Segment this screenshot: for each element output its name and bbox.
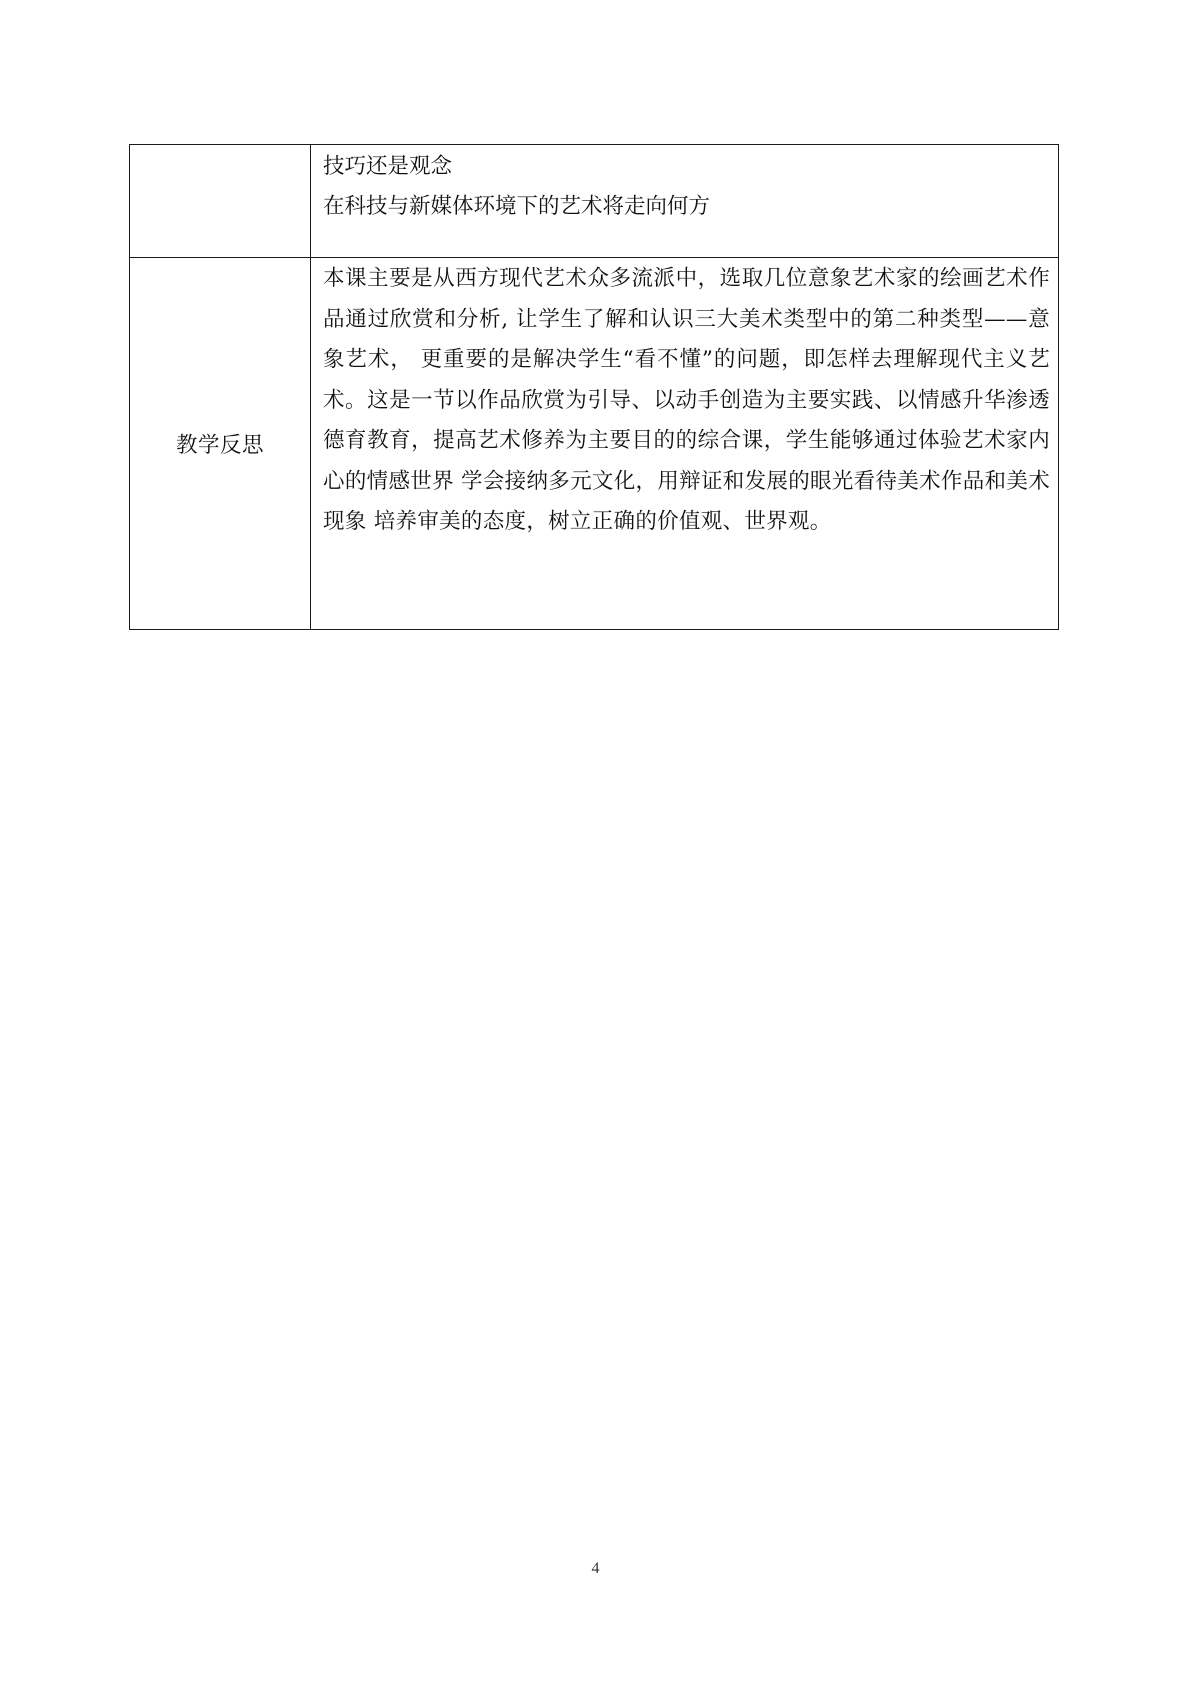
page-number: 4 xyxy=(591,1560,600,1577)
row-label xyxy=(130,145,311,258)
row-content xyxy=(311,258,1059,630)
content-line: 在科技与新媒体环境下的艺术将走向何方 xyxy=(323,194,711,219)
table-row xyxy=(130,145,1059,258)
reflection-paragraph: 本课主要是从西方现代艺术众多流派中，选取几位意象艺术家的绘画艺术作品通过欣赏和分析, 让学生了解和认识三大美术类型中的第二种类型——意象艺术， 更重要的是解决学生“看不懂”的问题，即怎样去理解现代主义艺术。这是一节以作品欣赏为引导、以动手创造为主要实践、以情感升华渗透德育教育，提高艺术修养为主要目的的综合课，学生能够通过体验艺术家内心的情感世界 学会接纳多元文化，用辩证和发展的眼光看待美术作品和美术现象 培养审美的态度，树立正确的价值观、世界观。 xyxy=(323,266,1050,534)
content-line: 技巧还是观念 xyxy=(323,154,453,179)
row-label: 教学反思 xyxy=(130,258,311,630)
lesson-table xyxy=(129,144,1059,630)
table-row xyxy=(130,258,1059,630)
row-content xyxy=(311,145,1059,258)
